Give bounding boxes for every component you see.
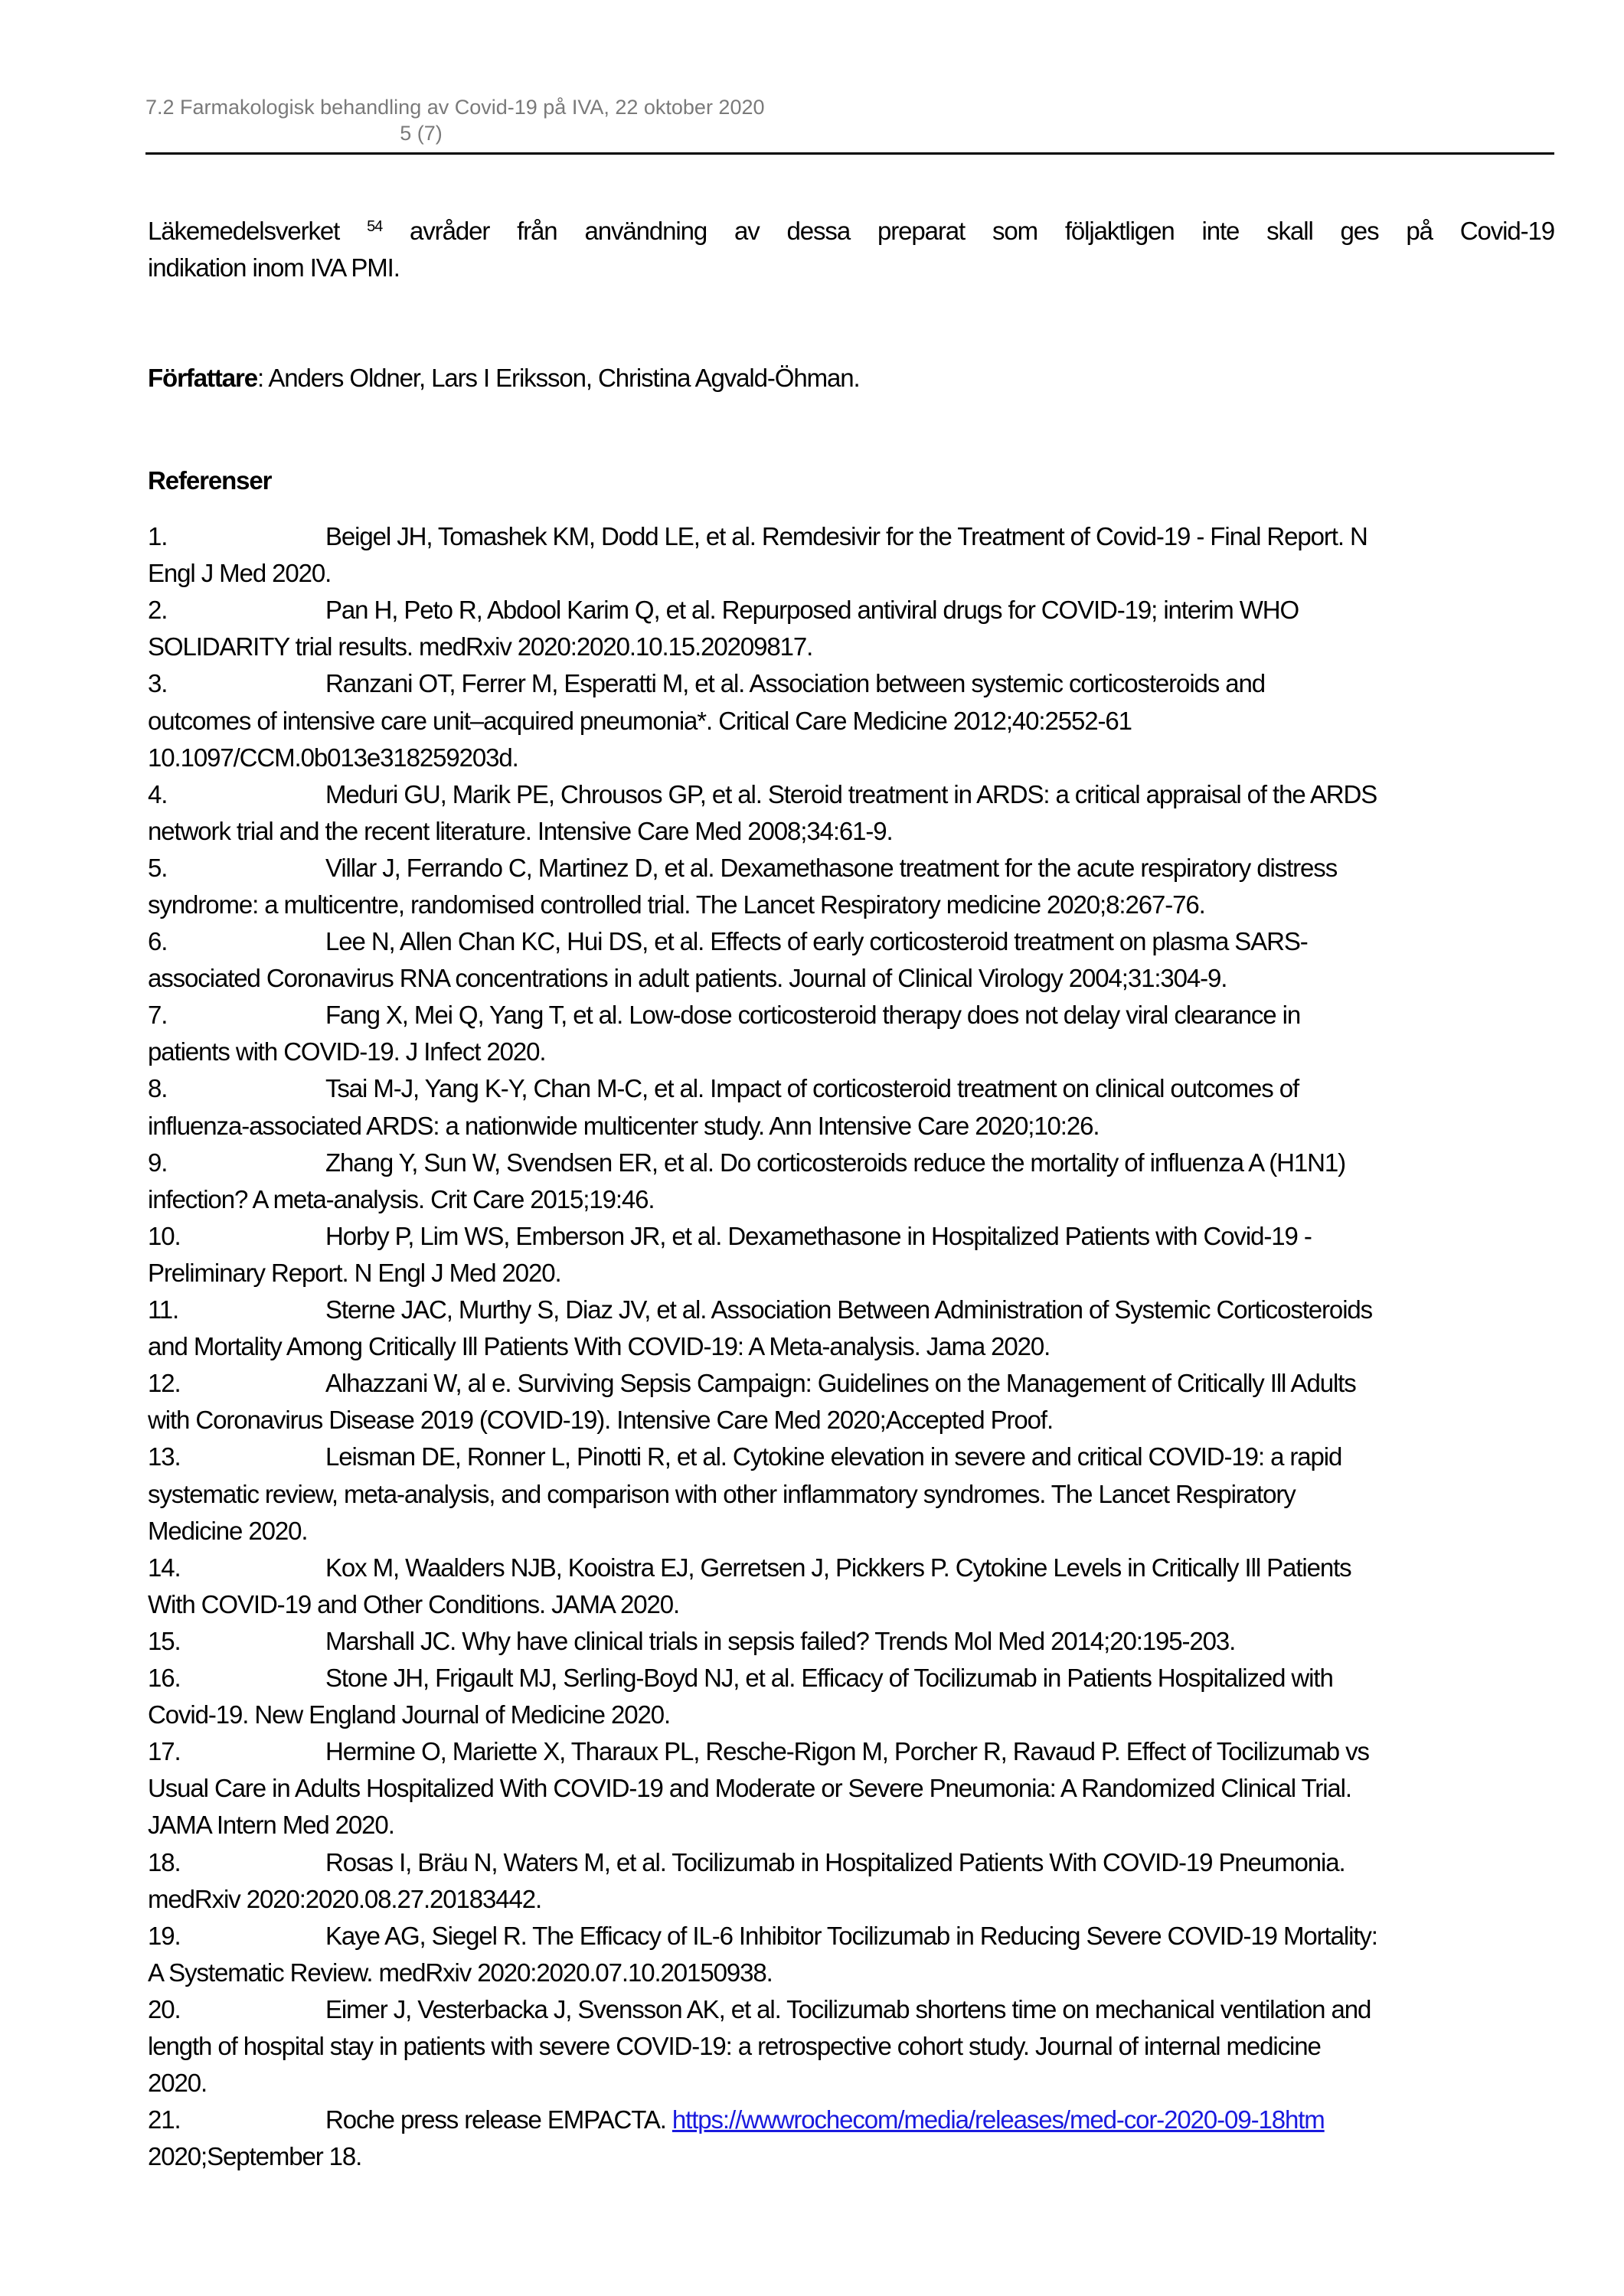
reference-text: Hermine O, Mariette X, Tharaux PL, Resche-Rigon M, Porcher R, Ravaud P. Effect of Tocilizumab vs <box>325 1737 1369 1765</box>
reference-text: systematic review, meta-analysis, and comparison with other inflammatory syndromes. The Lancet Respiratory <box>148 1480 1296 1508</box>
reference-text: 10.1097/CCM.0b013e318259203d. <box>148 743 518 772</box>
reference-number: 8. <box>148 1074 168 1102</box>
authors-line <box>148 363 860 394</box>
reference-text: JAMA Intern Med 2020. <box>148 1811 394 1839</box>
intro-text: avråder från användning av dessa preparat som följaktligen inte skall ges på Covid-19 <box>382 217 1554 245</box>
reference-text: Usual Care in Adults Hospitalized With COVID-19 and Moderate or Severe Pneumonia: A Randomized Clinical Trial. <box>148 1774 1351 1802</box>
reference-text: network trial and the recent literature. Intensive Care Med 2008;34:61-9. <box>148 817 893 845</box>
reference-text: Leisman DE, Ronner L, Pinotti R, et al. Cytokine elevation in severe and critical COVID-19: a rapid <box>325 1442 1342 1471</box>
reference-text: patients with COVID-19. J Infect 2020. <box>148 1037 546 1066</box>
reference-text: Zhang Y, Sun W, Svendsen ER, et al. Do corticosteroids reduce the mortality of influenza A (H1N1) <box>325 1148 1345 1177</box>
reference-text: with Coronavirus Disease 2019 (COVID-19). Intensive Care Med 2020;Accepted Proof. <box>148 1406 1054 1434</box>
reference-text: Roche press release EMPACTA. <box>325 2105 672 2134</box>
reference-number: 7. <box>148 1001 168 1029</box>
reference-text: Kaye AG, Siegel R. The Efficacy of IL-6 Inhibitor Tocilizumab in Reducing Severe COVID-19 Mortality: <box>325 1922 1377 1950</box>
reference-number: 18. <box>148 1848 181 1876</box>
reference-number: 5. <box>148 854 168 882</box>
reference-text: SOLIDARITY trial results. medRxiv 2020:2020.10.15.20209817. <box>148 632 813 661</box>
reference-number: 2. <box>148 596 168 624</box>
reference-text: Eimer J, Vesterbacka J, Svensson AK, et al. Tocilizumab shortens time on mechanical ventilation and <box>325 1995 1371 2023</box>
reference-text: Medicine 2020. <box>148 1517 308 1545</box>
reference-number: 15. <box>148 1627 181 1655</box>
reference-text: Fang X, Mei Q, Yang T, et al. Low-dose corticosteroid therapy does not delay viral clearance in <box>325 1001 1301 1029</box>
header-rule <box>145 152 1554 155</box>
reference-number: 16. <box>148 1664 181 1692</box>
reference-text: influenza-associated ARDS: a nationwide multicenter study. Ann Intensive Care 2020;10:26. <box>148 1112 1100 1140</box>
reference-text: Marshall JC. Why have clinical trials in sepsis failed? Trends Mol Med 2014;20:195-203. <box>325 1627 1236 1655</box>
reference-number: 20. <box>148 1995 181 2023</box>
reference-text: and Mortality Among Critically Ill Patients With COVID-19: A Meta-analysis. Jama 2020. <box>148 1332 1051 1360</box>
reference-text: Alhazzani W, al e. Surviving Sepsis Campaign: Guidelines on the Management of Critically Ill Adults <box>325 1369 1356 1397</box>
reference-text: Tsai M-J, Yang K-Y, Chan M-C, et al. Impact of corticosteroid treatment on clinical outcomes of <box>325 1074 1299 1102</box>
reference-text: Covid-19. New England Journal of Medicine 2020. <box>148 1700 671 1729</box>
running-header-title: 7.2 Farmakologisk behandling av Covid-19 på IVA, 22 oktober 2020 <box>145 96 765 119</box>
reference-text: With COVID-19 and Other Conditions. JAMA 2020. <box>148 1590 680 1618</box>
reference-text: Villar J, Ferrando C, Martinez D, et al. Dexamethasone treatment for the acute respiratory distress <box>325 854 1338 882</box>
reference-text: Rosas I, Bräu N, Waters M, et al. Tocilizumab in Hospitalized Patients With COVID-19 Pneumonia. <box>325 1848 1345 1876</box>
reference-text: Preliminary Report. N Engl J Med 2020. <box>148 1259 561 1287</box>
reference-number: 6. <box>148 927 168 955</box>
references-heading: Referenser <box>148 466 272 495</box>
reference-text: 2020. <box>148 2069 207 2097</box>
reference-text: Ranzani OT, Ferrer M, Esperatti M, et al. Association between systemic corticosteroids and <box>325 669 1266 697</box>
authors-names: : Anders Oldner, Lars I Eriksson, Christina Agvald-Öhman. <box>257 364 860 392</box>
reference-text: Engl J Med 2020. <box>148 559 332 587</box>
reference-number: 11. <box>148 1295 179 1324</box>
reference-text: Sterne JAC, Murthy S, Diaz JV, et al. Association Between Administration of Systemic Corticosteroids <box>325 1295 1373 1324</box>
intro-paragraph-line-1 <box>148 216 1554 247</box>
intro-paragraph-line-2: indikation inom IVA PMI. <box>148 253 400 282</box>
reference-text: Meduri GU, Marik PE, Chrousos GP, et al. Steroid treatment in ARDS: a critical appraisal of the ARDS <box>325 780 1377 808</box>
reference-number: 10. <box>148 1222 181 1250</box>
reference-text: Pan H, Peto R, Abdool Karim Q, et al. Repurposed antiviral drugs for COVID-19; interim WHO <box>325 596 1299 624</box>
reference-text: Lee N, Allen Chan KC, Hui DS, et al. Effects of early corticosteroid treatment on plasma SARS- <box>325 927 1308 955</box>
reference-number: 9. <box>148 1148 168 1177</box>
reference-link[interactable]: https://wwwrochecom/media/releases/med-cor-2020-09-18htm <box>671 2105 1325 2134</box>
authors-label: Författare <box>148 364 258 392</box>
reference-number: 14. <box>148 1553 181 1582</box>
reference-text: outcomes of intensive care unit–acquired pneumonia*. Critical Care Medicine 2012;40:2552-61 <box>148 707 1132 735</box>
reference-text: A Systematic Review. medRxiv 2020:2020.07.10.20150938. <box>148 1958 773 1987</box>
reference-number: 12. <box>148 1369 181 1397</box>
reference-text: length of hospital stay in patients with severe COVID-19: a retrospective cohort study. Journal of internal medicine <box>148 2032 1321 2060</box>
intro-text: Läkemedelsverket <box>148 217 368 245</box>
reference-text: 2020;September 18. <box>148 2142 362 2170</box>
reference-text: associated Coronavirus RNA concentrations in adult patients. Journal of Clinical Virology 2004;31:304-9. <box>148 964 1227 992</box>
reference-text: Beigel JH, Tomashek KM, Dodd LE, et al. Remdesivir for the Treatment of Covid-19 - Final Report. N <box>325 522 1367 550</box>
reference-number: 4. <box>148 780 168 808</box>
reference-number: 1. <box>148 522 168 550</box>
reference-number: 13. <box>148 1442 181 1471</box>
reference-number: 21. <box>148 2105 181 2134</box>
footnote-ref: 54 <box>367 218 383 235</box>
reference-number: 19. <box>148 1922 181 1950</box>
reference-number: 3. <box>148 669 168 697</box>
reference-text: syndrome: a multicentre, randomised controlled trial. The Lancet Respiratory medicine 2020;8:267-76. <box>148 890 1205 919</box>
reference-text: Stone JH, Frigault MJ, Serling-Boyd NJ, et al. Efficacy of Tocilizumab in Patients Hospitalized with <box>325 1664 1333 1692</box>
reference-text: Horby P, Lim WS, Emberson JR, et al. Dexamethasone in Hospitalized Patients with Covid-19 - <box>325 1222 1312 1250</box>
reference-text: infection? A meta-analysis. Crit Care 2015;19:46. <box>148 1185 655 1213</box>
page-number: 5 (7) <box>400 122 443 145</box>
reference-text: Kox M, Waalders NJB, Kooistra EJ, Gerretsen J, Pickkers P. Cytokine Levels in Critically Ill Patients <box>325 1553 1351 1582</box>
reference-text: medRxiv 2020:2020.08.27.20183442. <box>148 1885 542 1913</box>
reference-number: 17. <box>148 1737 181 1765</box>
